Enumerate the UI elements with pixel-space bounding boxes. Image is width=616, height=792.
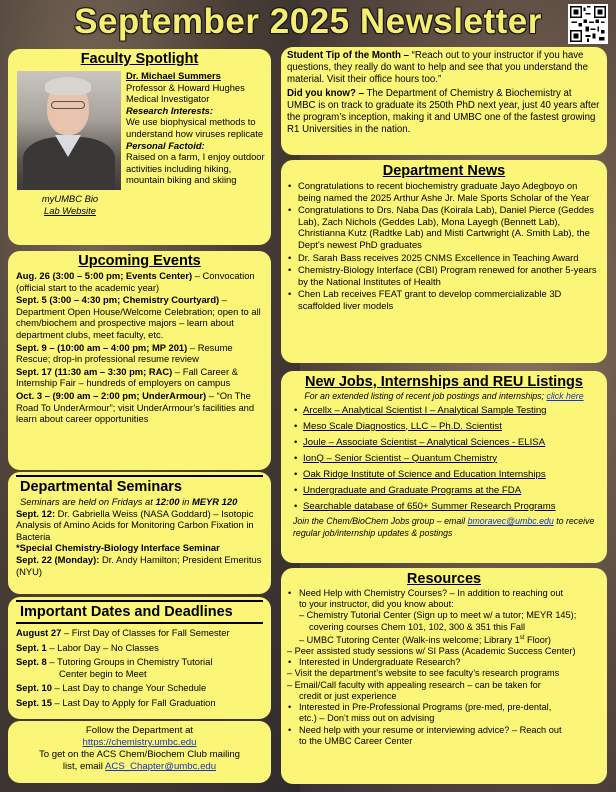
divider [16,475,263,477]
department-news-heading: Department News [382,163,506,179]
resource-item: • Interested in Undergraduate Research? [287,657,601,668]
faculty-name: Dr. Michael Summers [126,70,221,81]
resource-subitem: – Chemistry Tutorial Center (Sign up to meet w/ a tutor; MEYR 145); [299,610,577,621]
jobs-outro: Join the Chem/BioChem Jobs group – email bmoravec@umbc.edu to receive regular job/internship updates & postings [293,516,595,539]
upcoming-events-heading: Upcoming Events [78,253,201,269]
tip-panel [281,47,607,155]
resources-heading: Resources [406,571,482,587]
resources-panel [281,568,607,784]
event-item: Oct. 3 – (9:00 am – 2:00 pm; UnderArmour) – “On The Road To UnderArmour”; visit UnderArmour’s facilities and learn about career opportunities [16,389,255,425]
resource-item: • Need help with your resume or interviewing advice? – Reach out [287,725,601,736]
resource-subitem: – Email/Call faculty with appealing research – can be taken for [287,679,541,690]
follow-panel [8,721,271,783]
jobs-heading: New Jobs, Internships and REU Listings [305,374,583,390]
follow-line: Follow the Department at [85,725,194,736]
upcoming-events-panel [8,251,271,470]
seminar-item: Sept. 12: Dr. Gabriella Weiss (NASA Goddard) – Isotopic Analysis of Amino Acids for Monitoring Carbon Fixation in Bacteria [16,507,254,542]
resource-subitem-continued: credit or just experience [299,690,397,701]
job-listing-link[interactable]: • IonQ – Senior Scientist – Quantum Chemistry [287,453,601,465]
faculty-info [126,70,268,186]
event-item: Aug. 26 (3:00 – 5:00 pm; Events Center) – Convocation (official start to the academic year) [16,270,255,293]
news-item: • Congratulations to Drs. Naba Das (Koirala Lab), Daniel Pierce (Geddes Lab), Zach Nichols (Geddes Lab), Mona Layegh (Bennett Lab), Christianna Kutz (Radtke Lab) and Misti Cartwright (A. Smith Lab), the Dept’s newest PhD graduates [287,204,601,250]
seminars-panel [8,472,271,594]
event-item: Sept. 5 (3:00 – 4:30 pm; Chemistry Courtyard) – Department Open House/Welcome Celebration; open to all chem/biochem and prospective majors – learn about department clubs, meet faculty, etc. [16,294,261,340]
faculty-spotlight-panel [8,49,271,245]
event-item: Sept. 17 (11:30 am – 3:30 pm; RAC) – Fall Career & Internship Fair – hundreds of employers on campus [16,365,238,389]
resource-subitem-continued: covering courses Chem 101, 102, 300 & 351 this Fall [309,621,526,632]
faculty-role-2: Medical Investigator [126,93,210,105]
important-dates-panel [8,597,271,719]
department-news-panel [281,160,607,363]
resource-item-continued: to the UMBC Career Center [299,735,413,746]
click-here-link[interactable]: click here [546,391,584,401]
personal-factoid-text: Raised on a farm, I enjoy outdoor activities including hiking, mountain biking and skiing [126,151,265,186]
resource-item-continued: to your instructor, did you know about: [299,599,454,610]
news-item: • Chemistry-Biology Interface (CBI) Program renewed for another 5-years by the National Institutes of Health [287,264,601,287]
date-item-continued: Center begin to Meet [59,667,147,679]
newsletter-title: September 2025 Newsletter [74,2,542,41]
faculty-role-1: Professor & Howard Hughes [126,81,245,93]
mailing-list-email-line: list, email ACS_Chapter@umbc.edu [62,761,217,772]
jobs-panel [281,371,607,563]
research-interests-label: Research Interests: [126,104,214,116]
date-item: Sept. 15 – Last Day to Apply for Fall Graduation [16,696,216,708]
job-listing-link[interactable]: • Searchable database of 650+ Summer Research Programs [287,501,601,513]
personal-factoid-label: Personal Factoid: [126,139,205,151]
acs-chapter-email-link[interactable]: ACS_Chapter@umbc.edu [105,761,217,772]
did-you-know: Did you know? – The Department of Chemistry & Biochemistry at UMBC is on track to graduate its 250th PhD next year, just 40 years after the program’s inception, making it and UMBC one of the fastest growing R1 Universities in the nation. [287,88,600,135]
research-interests-text: We use biophysical methods to understand how viruses replicate [126,116,264,139]
resource-subitem: – Peer assisted study sessions w/ SI Pass (Academic Success Center) [287,646,576,657]
important-dates-heading: Important Dates and Deadlines [20,604,233,620]
resource-subitem: – UMBC Tutoring Center (Walk-ins welcome; Library 1st Floor) [299,634,551,645]
seminars-note: Seminars are held on Fridays at 12:00 in MEYR 120 [20,496,238,507]
student-tip: Student Tip of the Month – “Reach out to your instructor if you have questions, they really do want to help and see that you understand the material. Visit their office hours too.” [287,50,589,85]
job-listing-link[interactable]: • Meso Scale Diagnostics, LLC – Ph.D. Scientist [287,421,601,433]
job-listing-link[interactable]: • Oak Ridge Institute of Science and Education Internships [287,469,601,481]
seminar-item: Sept. 22 (Monday): Dr. Andy Hamilton; President Emeritus (NYU) [16,553,262,577]
qr-code-icon[interactable] [568,4,608,44]
date-item: Sept. 1 – Labor Day – No Classes [16,641,159,653]
event-item: Sept. 9 – (10:00 am – 4:00 pm; MP 201) – Resume Rescue; drop-in professional resume review [16,341,233,365]
seminars-heading: Departmental Seminars [20,479,182,495]
job-listing-link[interactable]: • Joule – Associate Scientist – Analytical Sciences - ELISA [287,437,601,449]
divider [16,600,263,602]
date-item: Sept. 10 – Last Day to change Your Schedule [16,682,207,694]
lab-website-link[interactable]: Lab Website [44,204,96,216]
divider [16,622,263,624]
mailing-list-line: To get on the ACS Chem/Biochem Club mailing [38,749,241,760]
date-item: Sept. 8 – Tutoring Groups in Chemistry Tutorial [16,656,213,668]
faculty-spotlight-heading: Faculty Spotlight [80,51,199,67]
jobs-intro: For an extended listing of recent job postings and internships; click here [304,391,584,401]
faculty-photo [17,71,121,190]
news-item: • Dr. Sarah Bass receives 2025 CNMS Excellence in Teaching Award [287,252,601,264]
resource-item: • Need Help with Chemistry Courses? – In addition to reaching out [287,588,601,599]
resource-item-continued: etc.) – Don’t miss out on advising [299,713,435,724]
department-website-link[interactable]: https://chemistry.umbc.edu [82,737,197,748]
job-listing-link[interactable]: • Arcellx – Analytical Scientist I – Analytical Sample Testing [287,405,601,417]
resource-item: • Interested in Pre-Professional Programs (pre-med, pre-dental, [287,702,601,713]
jobs-group-email-link[interactable]: bmoravec@umbc.edu [467,516,554,527]
job-listing-link[interactable]: • Undergraduate and Graduate Programs at the FDA [287,485,601,497]
special-seminar-label: *Special Chemistry-Biology Interface Seminar [16,542,220,554]
resource-subitem: – Visit the department’s website to see faculty’s research programs [287,668,560,679]
news-item: • Chen Lab receives FEAT grant to develop commercializable 3D scaffolded liver models [287,288,601,311]
date-item: August 27 – First Day of Classes for Fall Semester [16,627,230,638]
news-item: • Congratulations to recent biochemistry graduate Jayo Adegboyo on being named the 2025 Arthur Ashe Jr. Male Sports Scholar of the Year [287,180,601,203]
faculty-caption: myUMBC Bio Lab Website [41,193,99,216]
